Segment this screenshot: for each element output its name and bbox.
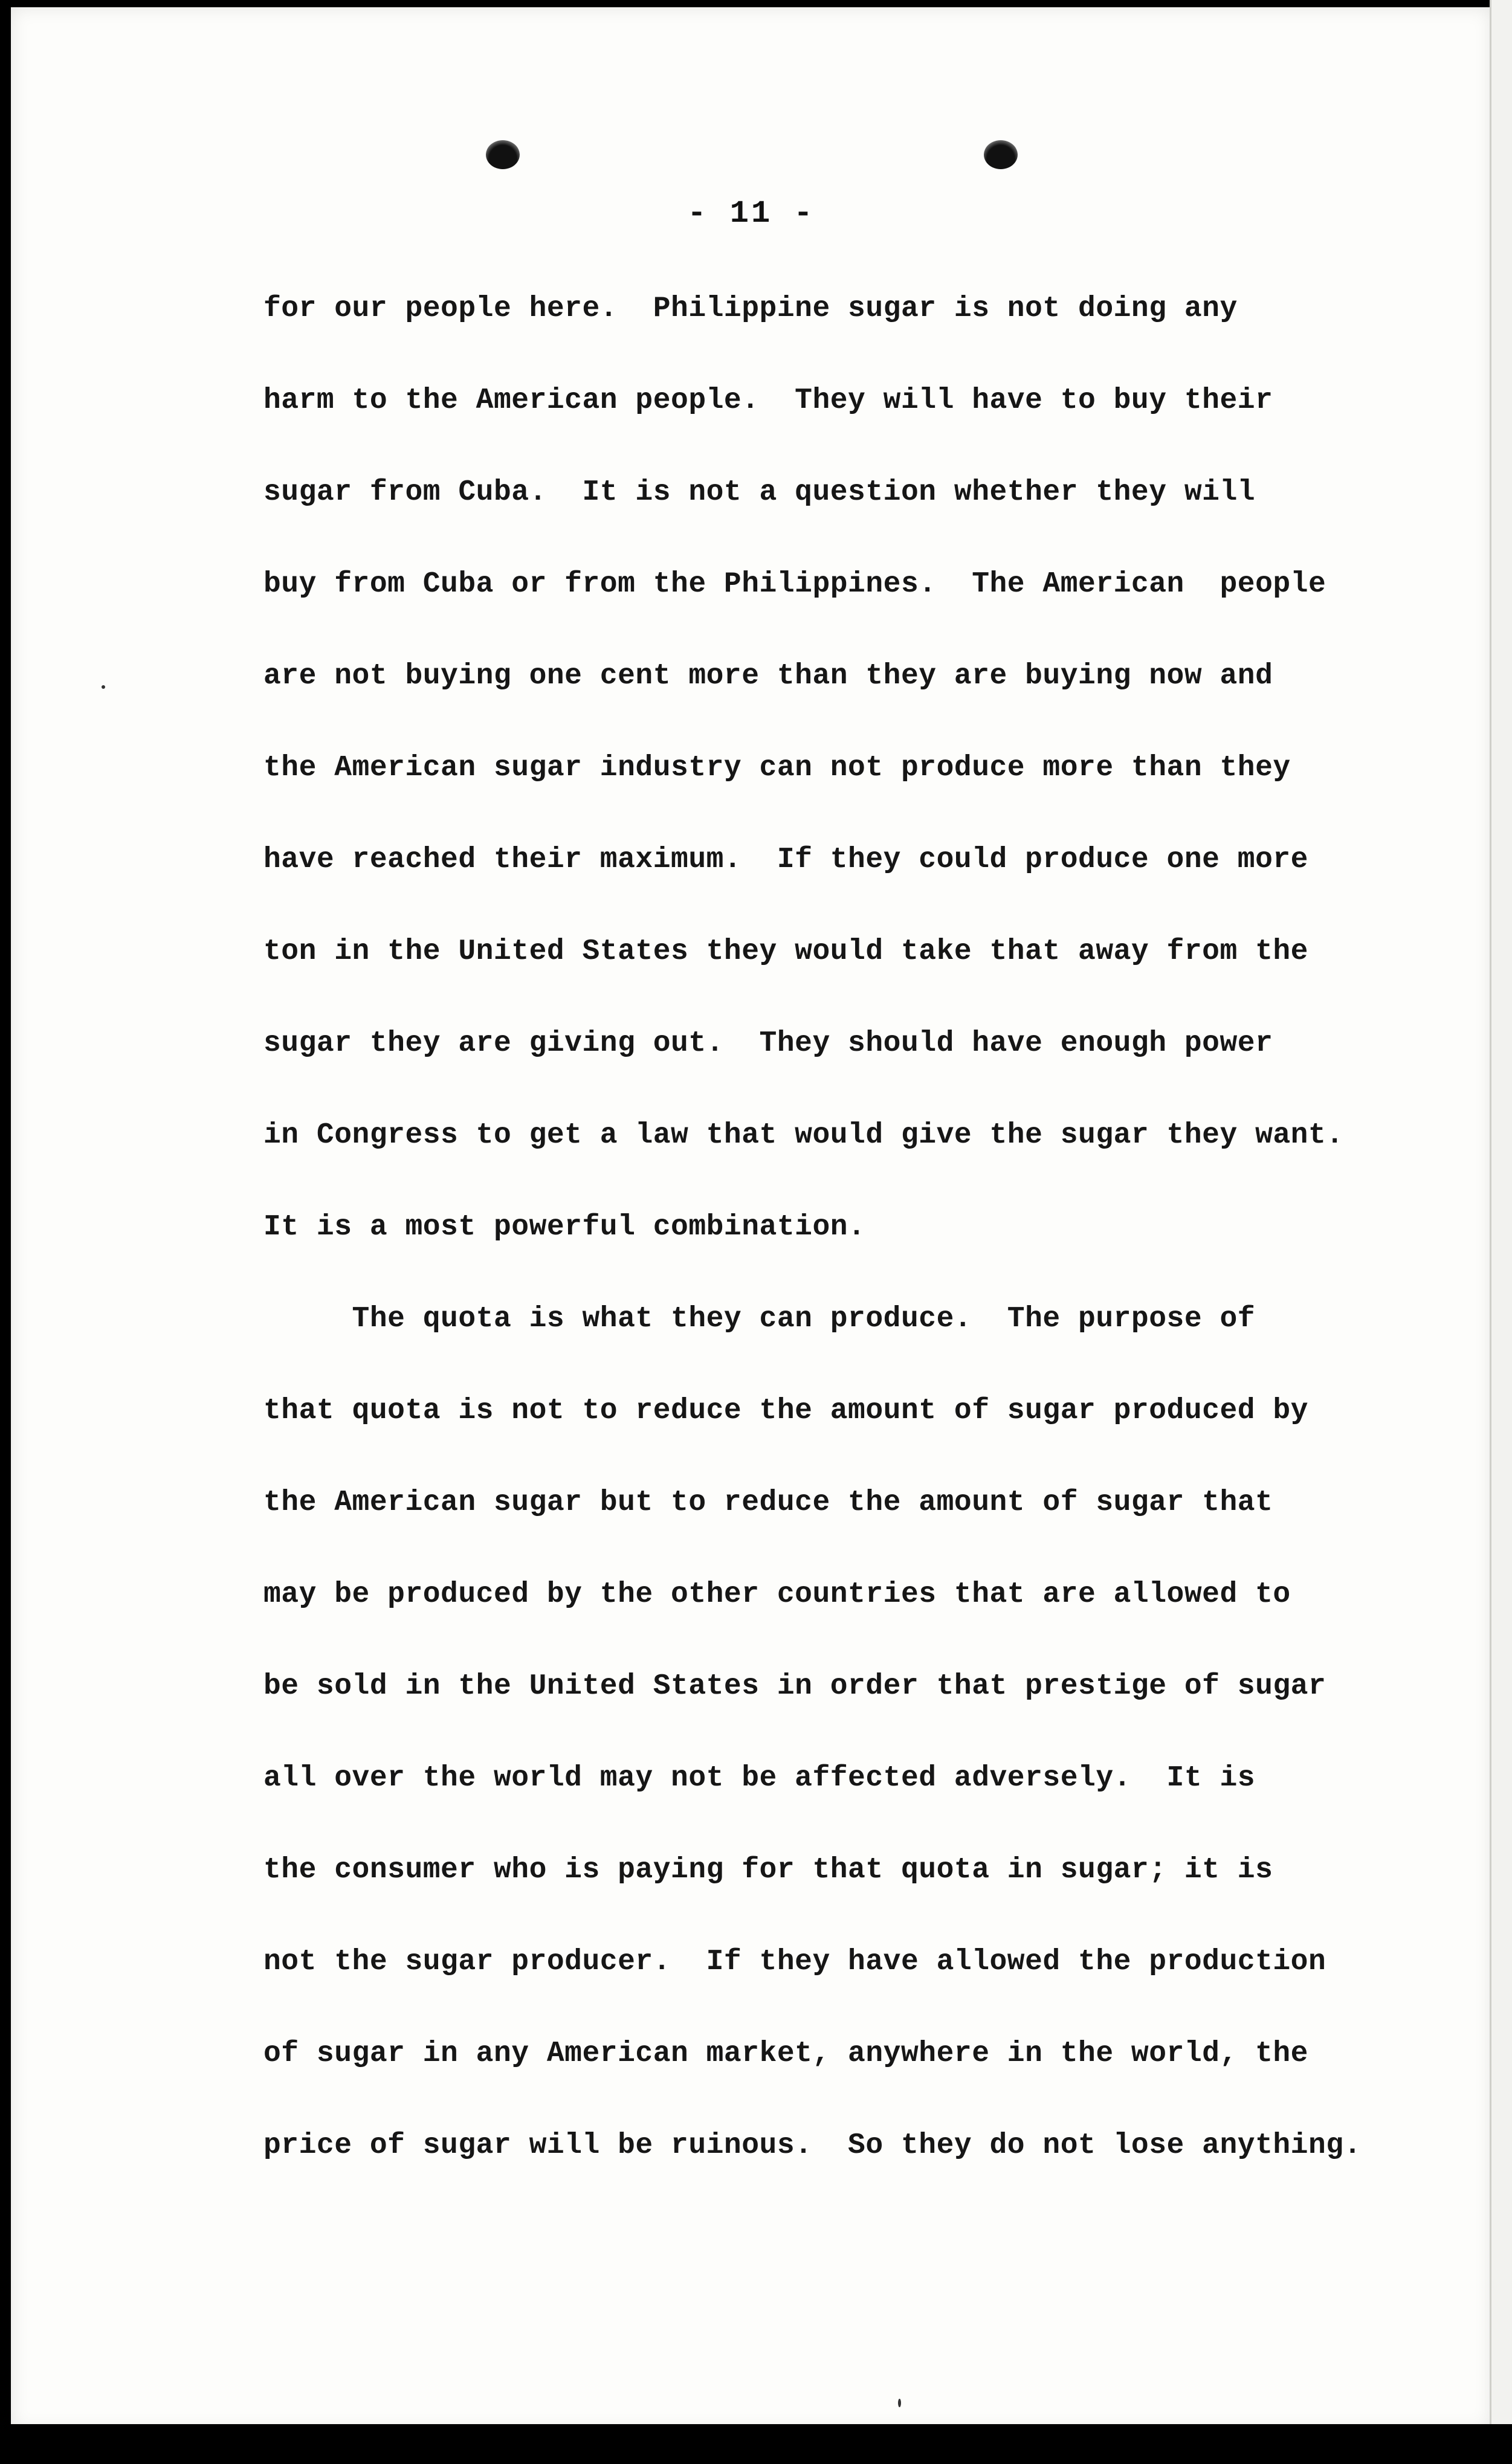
page-number: - 11 - [687,196,815,231]
text-line: It is a most powerful combination. [263,1211,866,1243]
text-line: be sold in the United States in order that prestige of sugar [263,1670,1326,1703]
text-line: The quota is what they can produce. The purpose of [263,1303,1256,1335]
text-line: price of sugar will be ruinous. So they do not lose anything. [263,2129,1362,2162]
film-edge-bottom [0,2424,1512,2464]
text-line: may be produced by the other countries that are allowed to [263,1578,1291,1611]
text-line: are not buying one cent more than they are buying now and [263,660,1273,692]
text-line: sugar from Cuba. It is not a question whether they will [263,476,1256,509]
document-page [11,7,1491,2430]
text-line: harm to the American people. They will have to buy their [263,384,1273,417]
dust-speck [102,685,105,689]
text-line: not the sugar producer. If they have allowed the production [263,1946,1326,1978]
punch-hole-right [984,140,1018,169]
text-line: sugar they are giving out. They should have enough power [263,1027,1273,1060]
film-edge-right [1490,0,1512,2464]
text-line: for our people here. Philippine sugar is not doing any [263,292,1238,325]
text-line: have reached their maximum. If they could produce one more [263,843,1308,876]
text-line: of sugar in any American market, anywhere in the world, the [263,2037,1308,2070]
punch-hole-left [486,140,520,169]
text-line: in Congress to get a law that would give the sugar they want. [263,1119,1344,1152]
text-line: that quota is not to reduce the amount of sugar produced by [263,1395,1308,1427]
text-line: the consumer who is paying for that quota in sugar; it is [263,1854,1273,1886]
dust-speck [898,2399,901,2407]
text-line: buy from Cuba or from the Philippines. The American people [263,568,1326,601]
text-line: the American sugar industry can not produce more than they [263,752,1291,784]
text-line: the American sugar but to reduce the amount of sugar that [263,1486,1273,1519]
text-line: ton in the United States they would take that away from the [263,935,1308,968]
text-line: all over the world may not be affected adversely. It is [263,1762,1256,1795]
